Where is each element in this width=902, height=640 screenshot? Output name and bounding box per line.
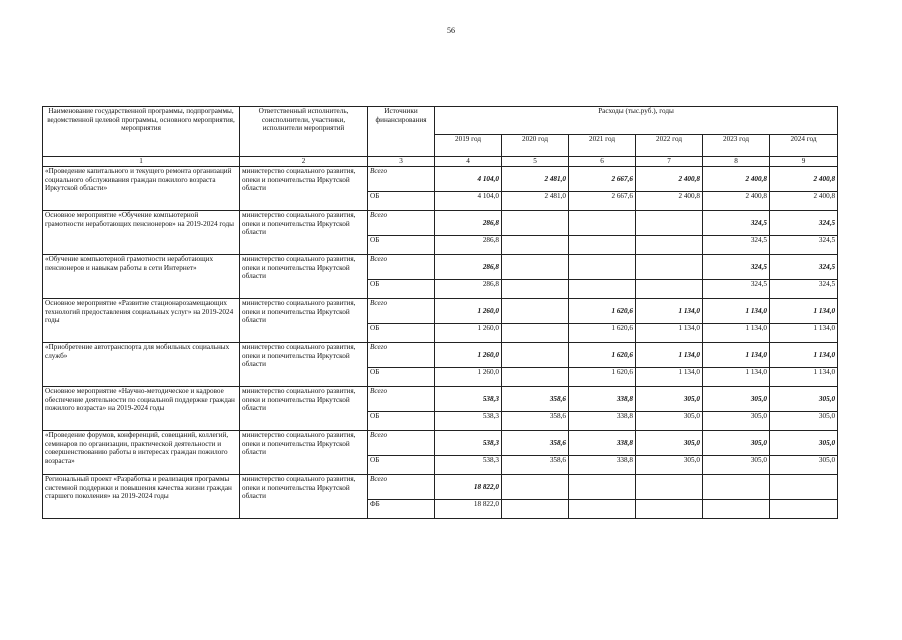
column-number: 1 [43,157,240,167]
row-total-value: 2 400,8 [703,167,770,192]
row-responsible: министерство социального развития, опеки и попечительства Иркутской области [240,343,368,387]
row-source-value: 1 260,0 [435,368,502,387]
row-total-value: 1 134,0 [703,343,770,368]
row-source-value: 1 620,6 [569,368,636,387]
row-source-value [569,236,636,255]
row-source-label: ОБ [368,236,435,255]
table-row [43,255,838,280]
row-total-value [770,475,838,500]
row-total-value: 305,0 [636,431,703,456]
row-source-value: 1 134,0 [703,368,770,387]
row-total-label: Всего [368,475,435,500]
row-source-value: 2 400,8 [770,192,838,211]
row-source-value [703,500,770,519]
row-total-value: 1 260,0 [435,299,502,324]
column-numbers-row [43,157,838,167]
header-year: 2021 год [569,135,636,157]
row-total-value: 2 481,0 [502,167,569,192]
row-responsible: министерство социального развития, опеки и попечительства Иркутской области [240,167,368,211]
table-row [43,475,838,500]
row-total-value: 286,8 [435,255,502,280]
row-source-value: 305,0 [770,412,838,431]
header-year: 2020 год [502,135,569,157]
row-source-value: 305,0 [703,456,770,475]
row-source-value [502,324,569,343]
row-total-value: 2 400,8 [636,167,703,192]
row-total-value [502,299,569,324]
row-total-value: 324,5 [703,211,770,236]
row-source-label: ОБ [368,192,435,211]
row-total-value [636,255,703,280]
row-total-label: Всего [368,431,435,456]
header-expenses: Расходы (тыс.руб.), годы [435,107,838,135]
row-source-value: 305,0 [636,412,703,431]
row-total-value: 4 104,0 [435,167,502,192]
row-name: Региональный проект «Разработка и реализация программы системной поддержки и повышения качества жизни граждан старшего поколения» на 2019-2024 годы [43,475,240,519]
header-year: 2023 год [703,135,770,157]
row-total-label: Всего [368,211,435,236]
row-source-value: 1 134,0 [636,324,703,343]
row-total-value [569,211,636,236]
column-number: 4 [435,157,502,167]
header-name: Наименование государственной программы, подпрограммы, ведомственной целевой программы, основного мероприятия, мероприятия [43,107,240,157]
row-total-value: 305,0 [636,387,703,412]
header-responsible: Ответственный исполнитель, соисполнители, участники, исполнители мероприятий [240,107,368,157]
row-total-value [636,211,703,236]
row-source-value: 305,0 [703,412,770,431]
row-total-value: 358,6 [502,431,569,456]
row-total-value: 1 134,0 [703,299,770,324]
row-source-value: 2 667,6 [569,192,636,211]
row-source-value: 538,3 [435,412,502,431]
header-year: 2024 год [770,135,838,157]
row-total-value [502,211,569,236]
column-number: 2 [240,157,368,167]
column-number: 8 [703,157,770,167]
row-source-value: 324,5 [770,236,838,255]
column-number: 6 [569,157,636,167]
row-total-value: 1 134,0 [770,299,838,324]
row-total-value [569,255,636,280]
row-source-value: 1 260,0 [435,324,502,343]
column-number: 7 [636,157,703,167]
row-total-value: 1 260,0 [435,343,502,368]
column-number: 3 [368,157,435,167]
table-row [43,211,838,236]
row-source-value: 286,8 [435,236,502,255]
row-source-label: ОБ [368,324,435,343]
row-total-value: 1 134,0 [636,299,703,324]
row-total-label: Всего [368,255,435,280]
row-total-value: 358,6 [502,387,569,412]
row-total-value: 538,3 [435,387,502,412]
row-responsible: министерство социального развития, опеки и попечительства Иркутской области [240,255,368,299]
row-responsible: министерство социального развития, опеки и попечительства Иркутской области [240,431,368,475]
row-source-value: 305,0 [770,456,838,475]
row-source-value [502,280,569,299]
row-total-value: 1 134,0 [770,343,838,368]
row-total-value: 305,0 [703,431,770,456]
row-name: Основное мероприятие «Развитие стационарозамещающих технологий предоставления социальных услуг» на 2019-2024 годы [43,299,240,343]
row-total-value: 305,0 [770,431,838,456]
row-total-label: Всего [368,299,435,324]
header-year: 2019 год [435,135,502,157]
row-total-value [502,475,569,500]
row-responsible: министерство социального развития, опеки и попечительства Иркутской области [240,387,368,431]
header-source: Источники финансирования [368,107,435,157]
row-total-value: 305,0 [770,387,838,412]
row-name: Основное мероприятие «Обучение компьютерной грамотности неработающих пенсионеров» на 2019-2024 годы [43,211,240,255]
row-total-value: 1 620,6 [569,299,636,324]
row-source-value: 358,6 [502,412,569,431]
row-total-value [569,475,636,500]
row-total-label: Всего [368,343,435,368]
row-source-value [569,500,636,519]
row-source-value: 286,8 [435,280,502,299]
row-total-value: 2 667,6 [569,167,636,192]
row-source-value [636,500,703,519]
row-source-value [502,500,569,519]
row-source-value [636,280,703,299]
row-source-value [569,280,636,299]
row-source-label: ОБ [368,368,435,387]
row-total-label: Всего [368,167,435,192]
page-number: 56 [447,26,455,35]
row-source-value: 2 400,8 [636,192,703,211]
row-name: «Проведение капитального и текущего ремонта организаций социального обслуживания граждан пожилого возраста Иркутской области» [43,167,240,211]
row-total-value [502,255,569,280]
row-total-value: 2 400,8 [770,167,838,192]
row-source-label: ОБ [368,456,435,475]
row-source-value: 2 400,8 [703,192,770,211]
row-name: «Проведение форумов, конференций, совещаний, коллегий, семинаров по организации, практической деятельности и совершенствованию работы в интересах граждан пожилого возраста» [43,431,240,475]
row-total-value [703,475,770,500]
row-source-value: 305,0 [636,456,703,475]
row-source-value: 2 481,0 [502,192,569,211]
row-total-value: 305,0 [703,387,770,412]
row-source-value: 324,5 [703,236,770,255]
table-row [43,387,838,412]
row-source-value [636,236,703,255]
row-source-value [502,236,569,255]
row-source-value: 338,8 [569,412,636,431]
row-total-value: 286,8 [435,211,502,236]
row-source-value: 324,5 [770,280,838,299]
row-total-value: 18 822,0 [435,475,502,500]
table-row [43,431,838,456]
row-total-value: 338,8 [569,387,636,412]
row-responsible: министерство социального развития, опеки и попечительства Иркутской области [240,211,368,255]
row-total-value: 538,3 [435,431,502,456]
table-row [43,343,838,368]
budget-table [42,106,838,519]
row-source-value: 324,5 [703,280,770,299]
row-responsible: министерство социального развития, опеки и попечительства Иркутской области [240,475,368,519]
row-source-value: 1 134,0 [636,368,703,387]
row-total-value: 1 134,0 [636,343,703,368]
row-source-value: 338,8 [569,456,636,475]
row-source-value: 1 134,0 [770,324,838,343]
row-total-value: 324,5 [770,255,838,280]
row-name: Основное мероприятие «Научно-методическое и кадровое обеспечение деятельности по социальной поддержке граждан пожилого возраста» на 2019-2024 годы [43,387,240,431]
row-source-value: 1 134,0 [703,324,770,343]
column-number: 5 [502,157,569,167]
row-total-value [502,343,569,368]
row-source-label: ОБ [368,280,435,299]
row-source-value: 538,3 [435,456,502,475]
row-source-value [502,368,569,387]
row-source-label: ФБ [368,500,435,519]
row-total-value: 324,5 [703,255,770,280]
row-source-value: 358,6 [502,456,569,475]
table-row [43,299,838,324]
row-source-value: 4 104,0 [435,192,502,211]
row-responsible: министерство социального развития, опеки и попечительства Иркутской области [240,299,368,343]
table-row [43,167,838,192]
row-name: «Приобретение автотранспорта для мобильных социальных служб» [43,343,240,387]
row-name: «Обучение компьютерной грамотности неработающих пенсионеров и навыкам работы в сети Интернет» [43,255,240,299]
row-source-label: ОБ [368,412,435,431]
row-total-value: 338,8 [569,431,636,456]
header-year: 2022 год [636,135,703,157]
table-body [43,167,838,519]
row-source-value [770,500,838,519]
row-total-value [636,475,703,500]
row-total-value: 1 620,6 [569,343,636,368]
row-total-label: Всего [368,387,435,412]
row-source-value: 1 134,0 [770,368,838,387]
column-number: 9 [770,157,838,167]
row-source-value: 18 822,0 [435,500,502,519]
row-source-value: 1 620,6 [569,324,636,343]
row-total-value: 324,5 [770,211,838,236]
